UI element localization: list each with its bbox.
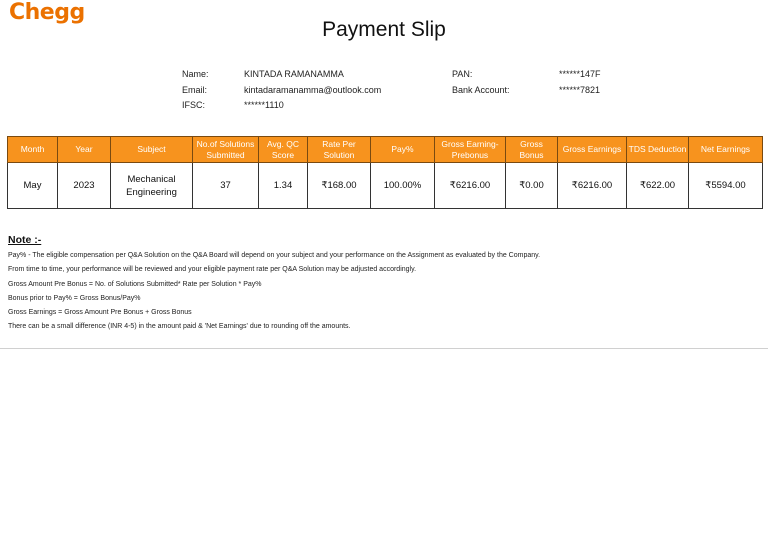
- header-year: Year: [58, 137, 111, 163]
- note-lines: [8, 251, 758, 337]
- header-subject: Subject: [111, 137, 193, 163]
- cell-gross-earnings: ₹6216.00: [558, 163, 627, 209]
- cell-pay-percent: 100.00%: [371, 163, 435, 209]
- cell-avg-qc-score: 1.34: [259, 163, 308, 209]
- ifsc-value: ******1110: [244, 100, 284, 110]
- pan-value: ******147F: [559, 69, 601, 79]
- note-line: Gross Amount Pre Bonus = No. of Solutions Submitted* Rate per Solution * Pay%: [8, 280, 262, 288]
- header-month: Month: [8, 137, 58, 163]
- header-pay-percent: Pay%: [371, 137, 435, 163]
- header-net-earnings: Net Earnings: [689, 137, 763, 163]
- cell-gross-earning-prebonus: ₹6216.00: [435, 163, 506, 209]
- cell-month: May: [8, 163, 58, 209]
- divider: [0, 348, 768, 349]
- note-line: From time to time, your performance will be reviewed and your eligible payment rate per Q&A Solution may be adjusted accordingly.: [8, 266, 417, 274]
- name-label: Name:: [182, 69, 209, 79]
- cell-subject: Mechanical Engineering: [111, 163, 193, 209]
- cell-tds-deduction: ₹622.00: [627, 163, 689, 209]
- header-tds-deduction: TDS Deduction: [627, 137, 689, 163]
- table-header-row: [8, 137, 763, 163]
- header-gross-bonus: Gross Bonus: [506, 137, 558, 163]
- earnings-table: [7, 136, 763, 209]
- cell-net-earnings: ₹5594.00: [689, 163, 763, 209]
- name-value: KINTADA RAMANAMMA: [244, 69, 344, 79]
- note-line: Bonus prior to Pay% = Gross Bonus/Pay%: [8, 294, 141, 302]
- email-label: Email:: [182, 85, 208, 95]
- note-line: There can be a small difference (INR 4-5) in the amount paid & 'Net Earnings' due to rounding off the amounts.: [8, 323, 351, 331]
- header-solutions-submitted: No.of Solutions Submitted: [193, 137, 259, 163]
- note-heading: Note :-: [8, 234, 42, 246]
- bank-account-value: ******7821: [559, 85, 601, 95]
- cell-year: 2023: [58, 163, 111, 209]
- chegg-logo: Chegg: [9, 0, 85, 25]
- header-avg-qc-score: Avg. QC Score: [259, 137, 308, 163]
- ifsc-label: IFSC:: [182, 100, 206, 110]
- email-value: kintadaramanamma@outlook.com: [244, 85, 382, 95]
- pan-label: PAN:: [452, 69, 473, 79]
- cell-rate-per-solution: ₹168.00: [308, 163, 371, 209]
- table-row: [8, 163, 763, 209]
- header-gross-earning-prebonus: Gross Earning-Prebonus: [435, 137, 506, 163]
- cell-solutions-submitted: 37: [193, 163, 259, 209]
- page-title: Payment Slip: [322, 18, 446, 41]
- bank-account-label: Bank Account:: [452, 85, 510, 95]
- note-line: Gross Earnings = Gross Amount Pre Bonus + Gross Bonus: [8, 309, 192, 317]
- header-gross-earnings: Gross Earnings: [558, 137, 627, 163]
- note-line: Pay% - The eligible compensation per Q&A Solution on the Q&A Board will depend on your subject and your performance on the Assignment as evaluated by the Company.: [8, 252, 541, 259]
- header-rate-per-solution: Rate Per Solution: [308, 137, 371, 163]
- cell-gross-bonus: ₹0.00: [506, 163, 558, 209]
